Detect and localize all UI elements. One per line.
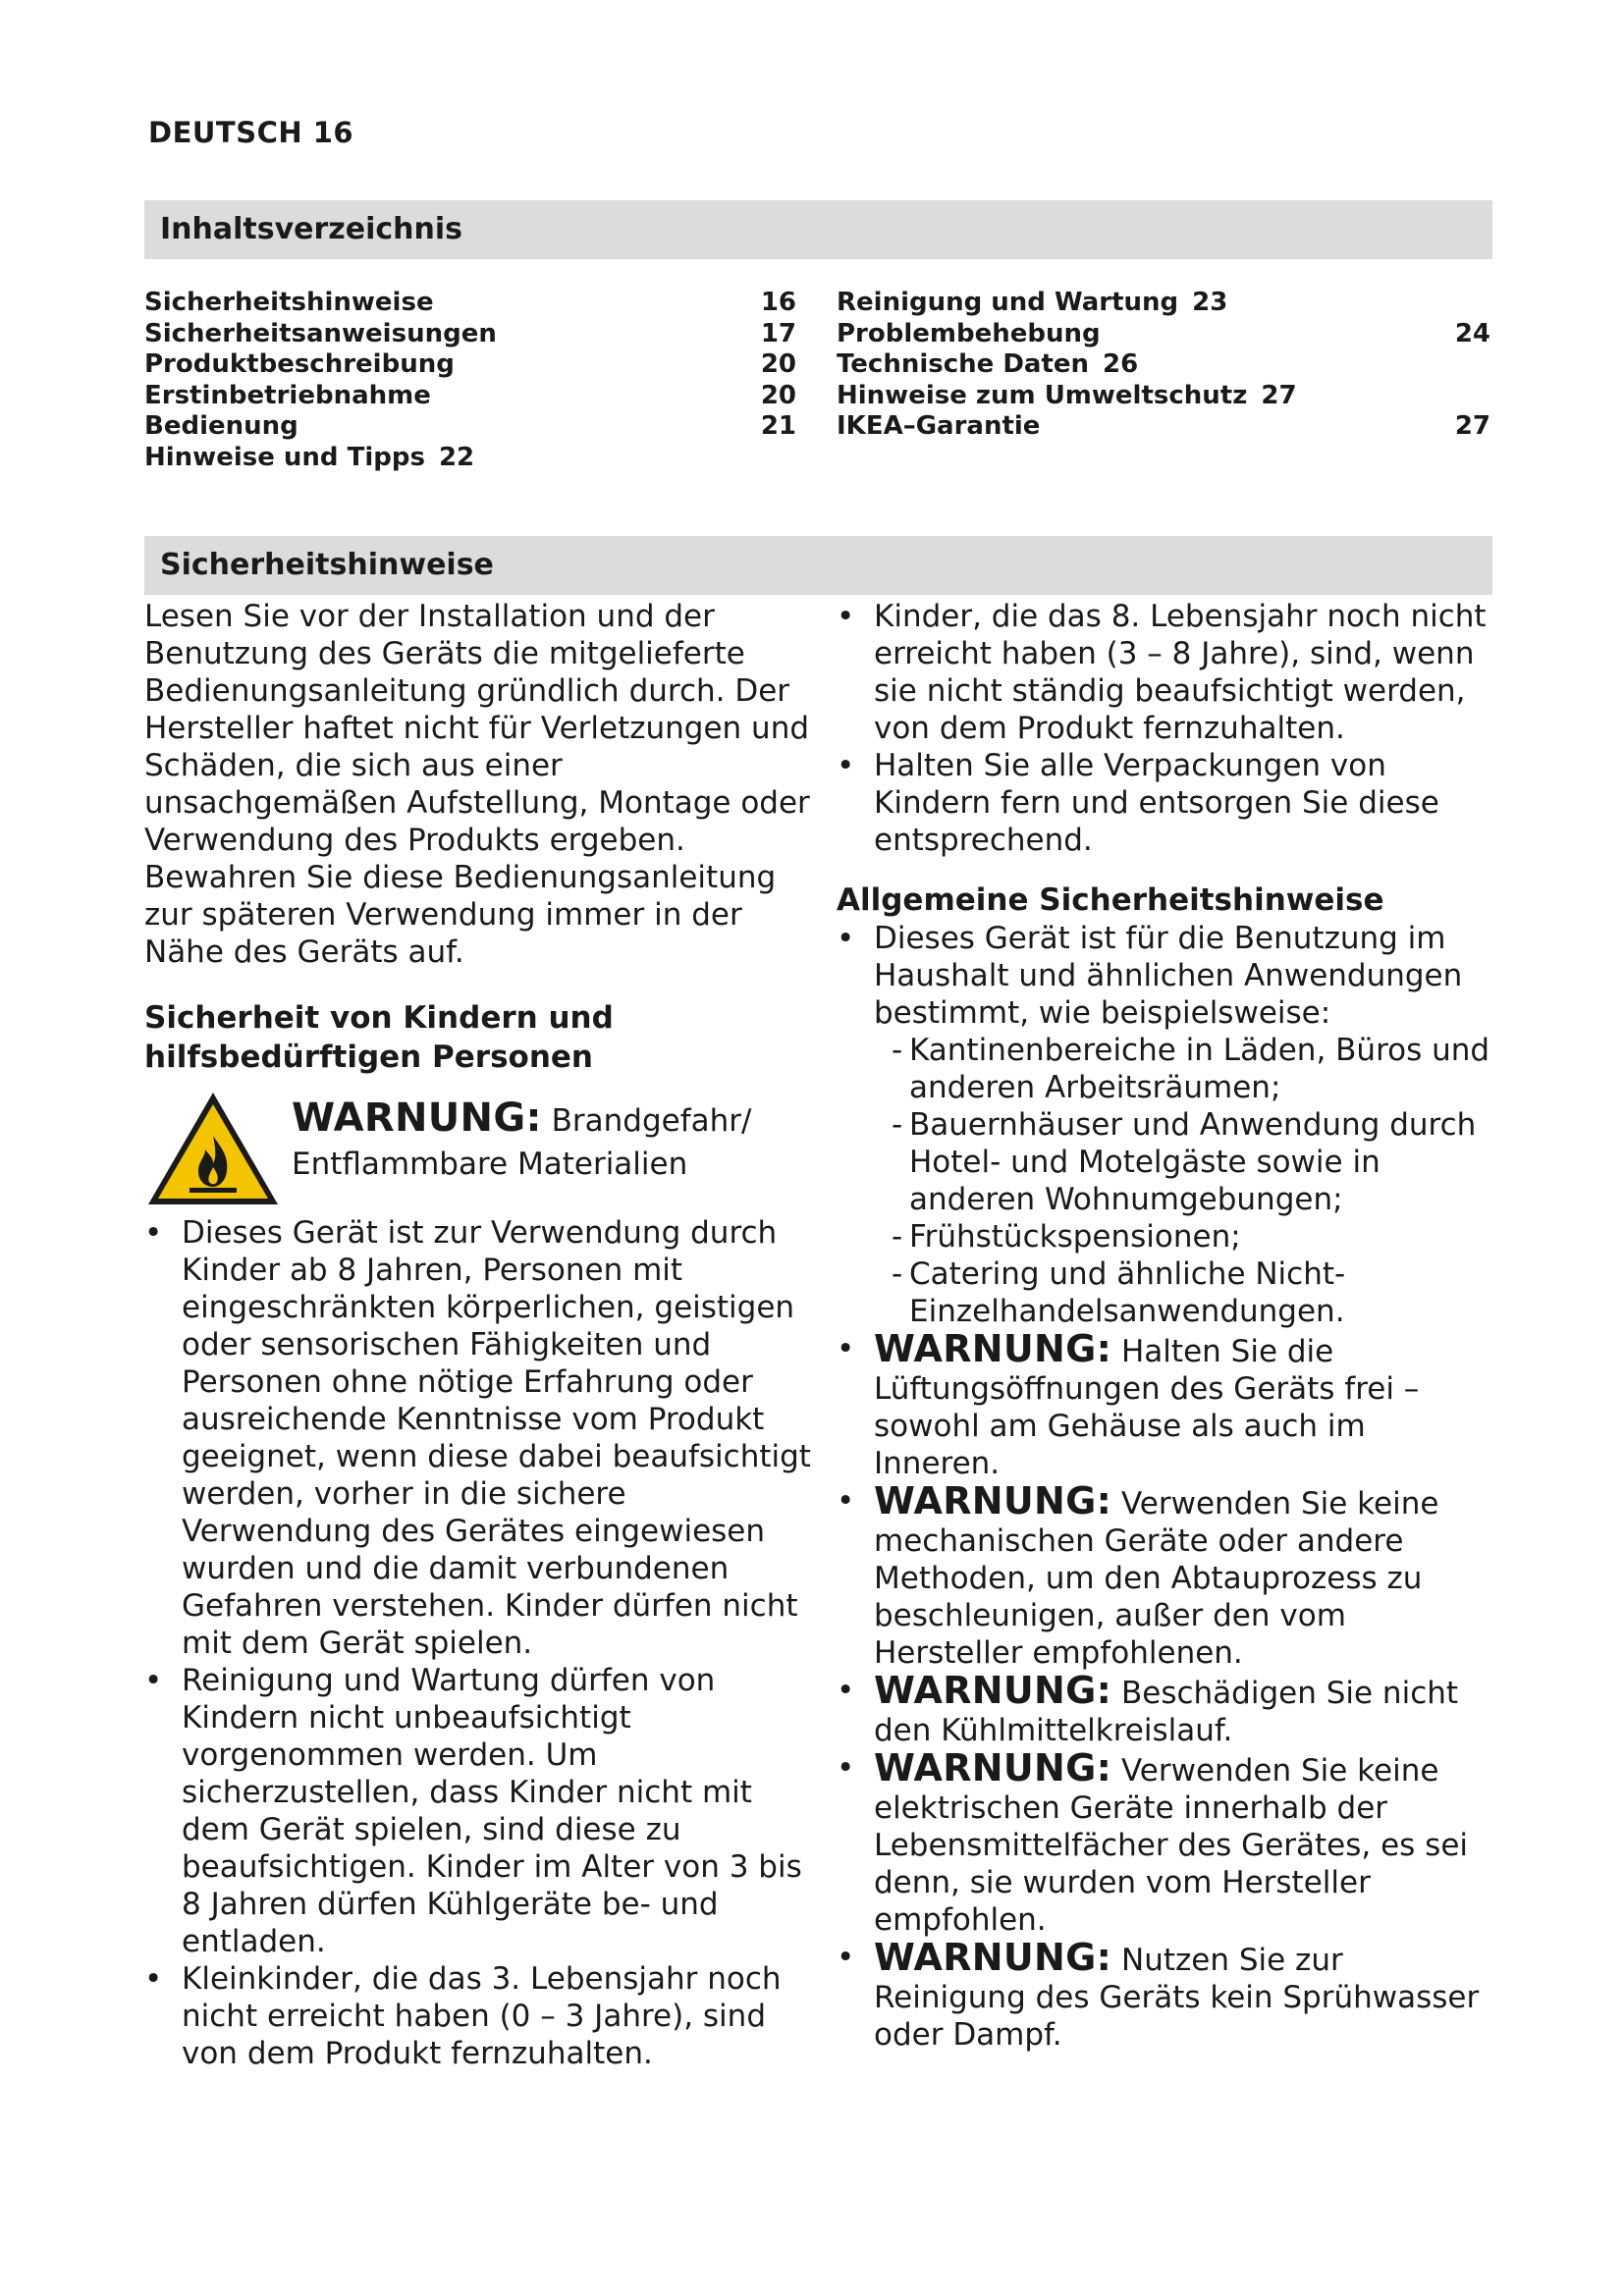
toc-entry[interactable]	[837, 349, 1490, 381]
general-bullet-list	[837, 920, 1494, 2054]
toc-page: 20	[760, 349, 796, 379]
safety-section-title: Sicherheitshinweise	[144, 536, 1492, 595]
warning-label: WARNUNG:	[874, 1327, 1112, 1370]
warning-item	[837, 1746, 1494, 1939]
toc-label: Hinweise und Tipps	[144, 442, 425, 472]
toc-label: Technische Daten	[837, 349, 1090, 379]
left-text-column	[144, 598, 822, 2072]
list-item	[837, 920, 1494, 1330]
toc-page: 20	[760, 380, 796, 410]
children-bullet-list	[144, 1214, 822, 2072]
usage-examples-list	[874, 1032, 1494, 1330]
toc-label: Hinweise zum Umweltschutz	[837, 380, 1248, 410]
warning-label: WARNUNG:	[874, 1936, 1112, 1979]
list-item: - Bauernhäuser und Anwendung durch Hotel- und Motelgäste sowie in anderen Wohnumgebungen;	[892, 1106, 1494, 1218]
toc-entry[interactable]	[144, 443, 796, 474]
toc-entry[interactable]	[837, 381, 1490, 412]
toc-page: 24	[1454, 318, 1490, 348]
toc-entry[interactable]	[144, 411, 796, 443]
toc-label: Reinigung und Wartung	[837, 288, 1179, 317]
general-safety-heading: Allgemeine Sicherheitshinweise	[837, 882, 1384, 918]
intro-paragraph: Lesen Sie vor der Installation und der Benutzung des Geräts die mitgelieferte Bedienungsanleitung gründlich durch. Der Hersteller haftet nicht für Verletzungen und Schäden, die sich aus einer unsachgemäßen Aufstellung, Montage oder Verwendung des Produkts ergeben. Bewahren Sie diese Bedienungsanleitung zur späteren Verwendung immer in der Nähe des Geräts auf.	[144, 599, 810, 970]
toc-entry[interactable]	[144, 288, 796, 319]
toc-page: 26	[1103, 349, 1139, 379]
toc-entry[interactable]	[837, 411, 1490, 443]
warning-text: Verwenden Sie keine elektrischen Geräte innerhalb der Lebensmittelfächer des Gerätes, es sei denn, sie wurden vom Hersteller empfohlen.	[874, 1753, 1469, 1938]
warning-label: WARNUNG:	[874, 1669, 1112, 1712]
warning-item	[837, 1479, 1494, 1672]
list-item: - Kantinenbereiche in Läden, Büros und anderen Arbeitsräumen;	[892, 1032, 1494, 1106]
fire-warning-text	[292, 1096, 822, 1186]
toc-title: Inhaltsverzeichnis	[144, 200, 1492, 259]
toc-page: 16	[760, 288, 796, 317]
warning-text: Nutzen Sie zur Reinigung des Geräts kein Sprühwasser oder Dampf.	[874, 1943, 1480, 2053]
fire-warning-description: Brandgefahr/ Entflammbare Materialien	[292, 1103, 752, 1182]
toc-page: 22	[438, 442, 475, 472]
list-item: • Kinder, die das 8. Lebensjahr noch nicht erreicht haben (3 – 8 Jahre), sind, wenn sie nicht ständig beaufsichtigt werden, von dem Produkt fernzuhalten.	[837, 598, 1494, 747]
warning-item	[837, 1669, 1494, 1749]
toc-label: Problembehebung	[837, 318, 1101, 348]
toc-page: 27	[1261, 380, 1297, 410]
toc-entry[interactable]	[837, 288, 1490, 319]
flammable-warning-icon	[144, 1089, 282, 1208]
warning-item	[837, 1936, 1494, 2054]
toc-label: Bedienung	[144, 411, 298, 441]
children-bullet-list-continued	[837, 598, 1494, 859]
toc-page: 23	[1192, 288, 1228, 317]
toc-label: Produktbeschreibung	[144, 349, 455, 379]
toc-page: 17	[760, 318, 796, 348]
right-text-column	[837, 598, 1494, 2054]
toc-label: IKEA–Garantie	[837, 411, 1041, 441]
general-intro: Dieses Gerät ist für die Benutzung im Haushalt und ähnlichen Anwendungen bestimmt, wie beispielsweise:	[874, 921, 1463, 1031]
warning-item	[837, 1327, 1494, 1482]
toc-page: 21	[760, 411, 796, 441]
page-header: DEUTSCH 16	[148, 116, 354, 149]
warning-text: Beschädigen Sie nicht den Kühlmittelkreislauf.	[874, 1676, 1459, 1748]
children-safety-heading: Sicherheit von Kindern und hilfsbedürftigen Personen	[144, 1000, 614, 1075]
list-item: • Reinigung und Wartung dürfen von Kindern nicht unbeaufsichtigt vorgenommen werden. Um sicherzustellen, dass Kinder nicht mit dem Gerät spielen, sind diese zu beaufsichtigen. Kinder im Alter von 3 bis 8 Jahren dürfen Kühlgeräte be- und entladen.	[144, 1662, 822, 1960]
fire-warning-block	[144, 1089, 822, 1208]
toc-right-column	[837, 288, 1490, 443]
toc-entry[interactable]	[144, 319, 796, 350]
warning-label: WARNUNG:	[292, 1095, 542, 1141]
toc-entry[interactable]	[837, 319, 1490, 350]
list-item: - Catering und ähnliche Nicht-Einzelhandelsanwendungen.	[892, 1255, 1494, 1330]
warning-label: WARNUNG:	[874, 1479, 1112, 1522]
toc-entry[interactable]	[144, 349, 796, 381]
toc-label: Sicherheitshinweise	[144, 288, 434, 317]
list-item: • Kleinkinder, die das 3. Lebensjahr noch nicht erreicht haben (0 – 3 Jahre), sind von dem Produkt fernzuhalten.	[144, 1960, 822, 2072]
toc-left-column	[144, 288, 796, 473]
warning-label: WARNUNG:	[874, 1746, 1112, 1789]
warning-text: Verwenden Sie keine mechanischen Geräte oder andere Methoden, um den Abtauprozess zu beschleunigen, außer den vom Hersteller empfohlenen.	[874, 1486, 1439, 1671]
list-item: • Dieses Gerät ist zur Verwendung durch Kinder ab 8 Jahren, Personen mit eingeschränkten körperlichen, geistigen oder sensorischen Fähigkeiten und Personen ohne nötige Erfahrung oder ausreichende Kenntnisse vom Produkt geeignet, wenn diese dabei beaufsichtigt werden, vorher in die sichere Verwendung des Gerätes eingewiesen wurden und die damit verbundenen Gefahren verstehen. Kinder dürfen nicht mit dem Gerät spielen.	[144, 1214, 822, 1662]
toc-label: Sicherheitsanweisungen	[144, 318, 497, 348]
list-item: - Frühstückspensionen;	[892, 1218, 1494, 1255]
toc-label: Erstinbetriebnahme	[144, 380, 431, 410]
toc-entry[interactable]	[144, 381, 796, 412]
list-item: • Halten Sie alle Verpackungen von Kindern fern und entsorgen Sie diese entsprechend.	[837, 747, 1494, 859]
warning-text: Halten Sie die Lüftungsöffnungen des Geräts frei – sowohl am Gehäuse als auch im Inneren.	[874, 1334, 1420, 1481]
toc-page: 27	[1454, 411, 1490, 441]
